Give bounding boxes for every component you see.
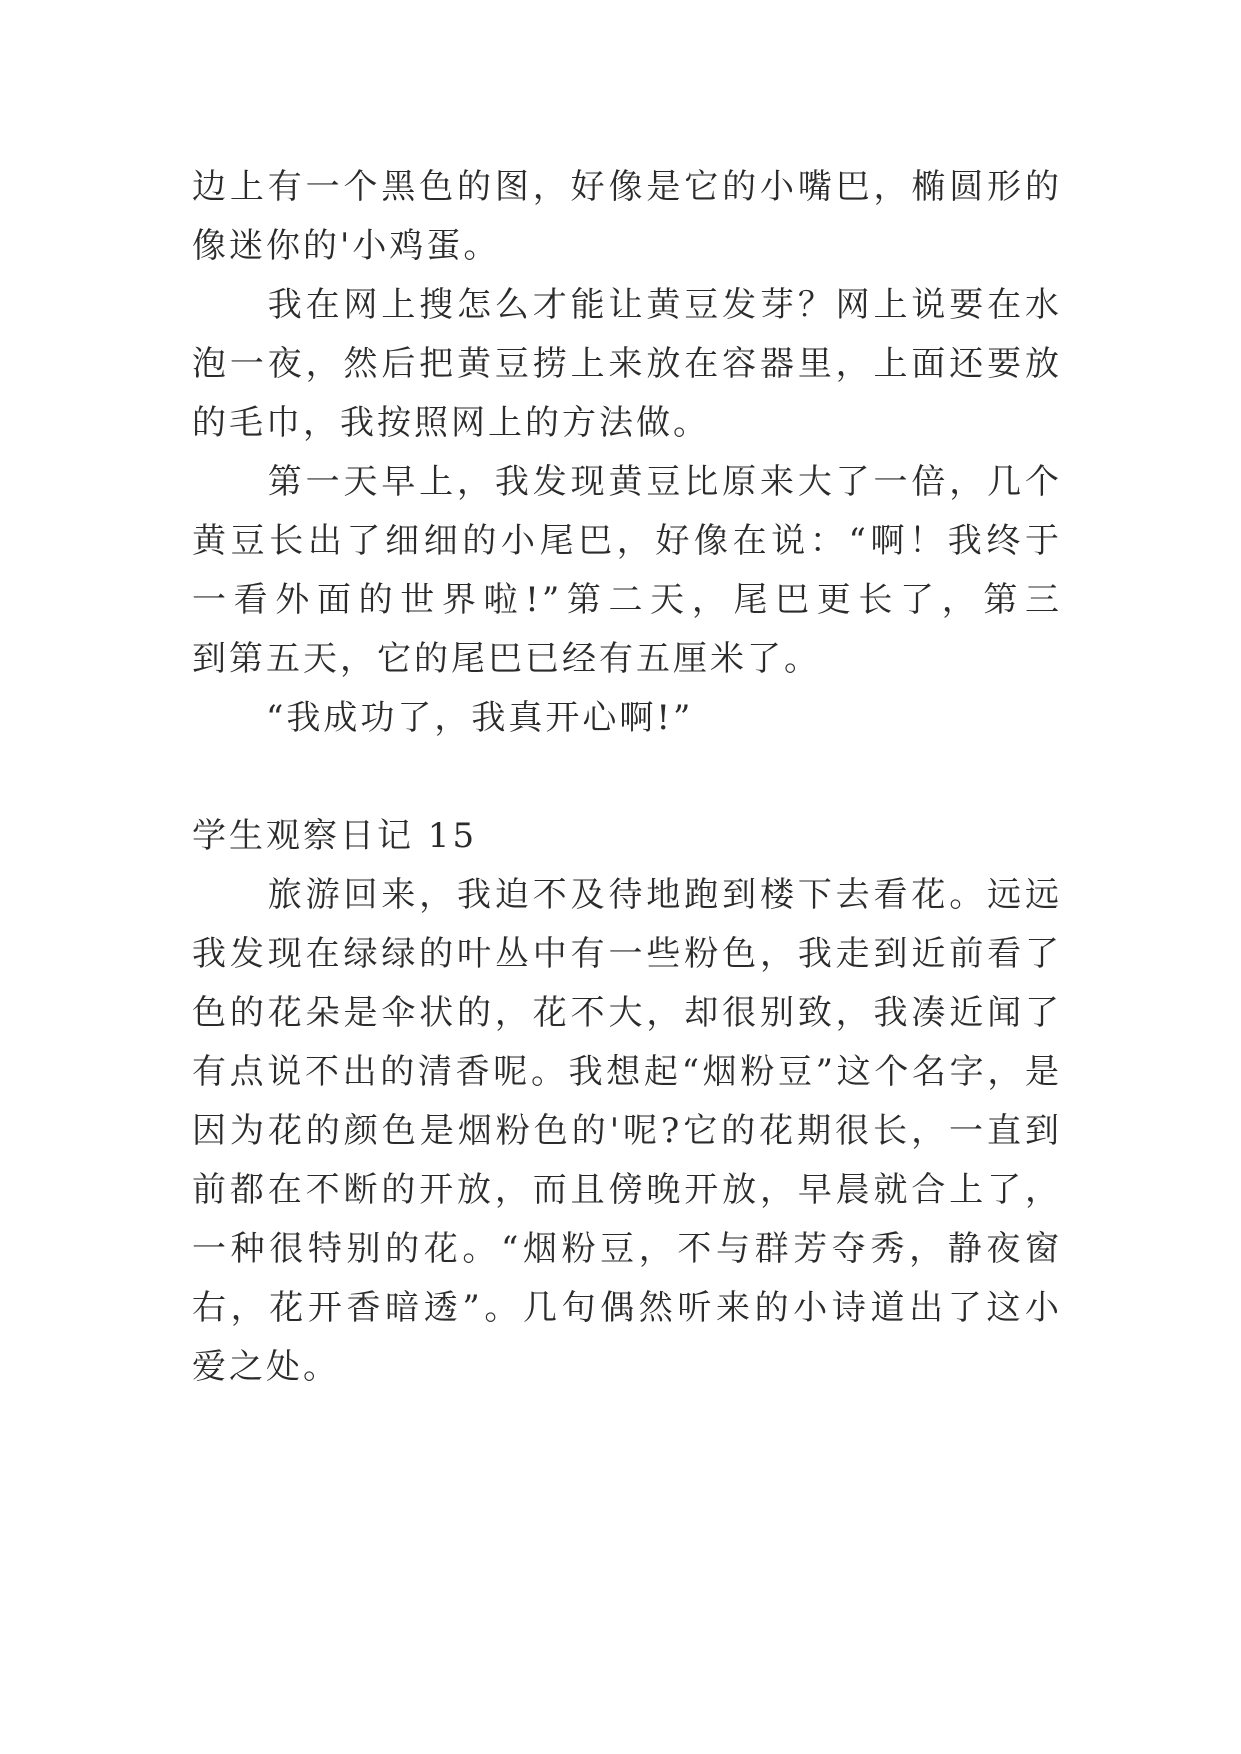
text-line: 一看外面的世界啦!”第二天，尾巴更长了，第三 [192, 580, 1062, 620]
text-line: 我在网上搜怎么才能让黄豆发芽？网上说要在水 [267, 285, 1062, 325]
text-line: 黄豆长出了细细的小尾巴，好像在说：“啊！我终于 [192, 521, 1062, 561]
text-line: 右，花开香暗透”。几句偶然听来的小诗道出了这小 [192, 1288, 1062, 1328]
text-line: 的毛巾，我按照网上的方法做。 [192, 403, 710, 443]
text-line: 因为花的颜色是烟粉色的'呢?它的花期很长，一直到 [192, 1111, 1062, 1151]
text-line: 爱之处。 [192, 1347, 340, 1387]
text-line: 有点说不出的清香呢。我想起“烟粉豆”这个名字，是 [192, 1052, 1062, 1092]
text-line: “我成功了，我真开心啊!” [192, 698, 694, 738]
paragraph-first-day [192, 455, 1062, 691]
text-line: 到第五天，它的尾巴已经有五厘米了。 [192, 639, 821, 679]
text-line: 色的花朵是伞状的，花不大，却很别致，我凑近闻了 [192, 993, 1062, 1033]
section-gap [192, 750, 1062, 809]
text-line: 一种很特别的花。“烟粉豆，不与群芳夺秀，静夜窗 [192, 1229, 1062, 1269]
text-line: 旅游回来，我迫不及待地跑到楼下去看花。远远 [267, 875, 1062, 915]
text-line: 像迷你的'小鸡蛋。 [192, 226, 501, 266]
text-line: 前都在不断的开放，而且傍晚开放，早晨就合上了， [192, 1170, 1062, 1210]
text-line: 第一天早上，我发现黄豆比原来大了一倍，几个 [267, 462, 1062, 502]
diary-15-section [192, 809, 1062, 1399]
document-body [192, 160, 1062, 1399]
paragraph-search [192, 278, 1062, 455]
paragraph-success [192, 691, 1062, 750]
text-line: 边上有一个黑色的图，好像是它的小嘴巴，椭圆形的 [192, 167, 1062, 207]
continuation-paragraph [192, 160, 1062, 278]
text-line: 泡一夜，然后把黄豆捞上来放在容器里，上面还要放 [192, 344, 1062, 384]
section-title: 学生观察日记 15 [192, 816, 478, 856]
text-line: 我发现在绿绿的叶丛中有一些粉色，我走到近前看了 [192, 934, 1062, 974]
